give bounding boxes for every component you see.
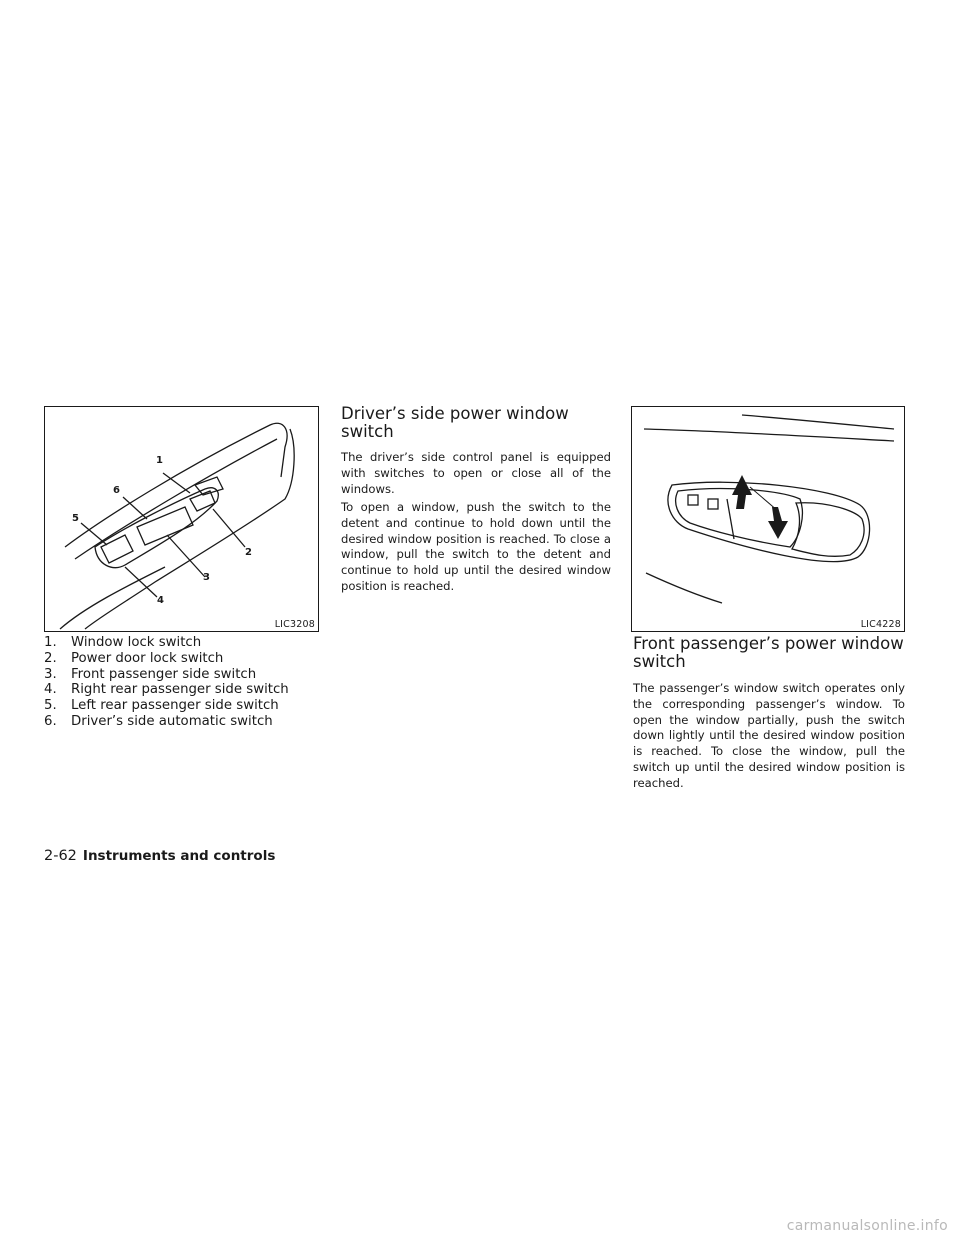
- site-watermark: carmanualsonline.info: [786, 1218, 948, 1234]
- callout-1: 1: [156, 455, 163, 466]
- driver-paragraph-1: The driver’s side control panel is equipped with switches to open or close all of the windows.: [341, 450, 611, 496]
- legend-item: 4. Right rear passenger side switch: [44, 682, 289, 698]
- callout-2: 2: [245, 547, 252, 558]
- front-passenger-section-heading: Front passenger’s power window switch: [633, 634, 904, 671]
- legend-item: 1. Window lock switch: [44, 635, 202, 650]
- driver-switch-panel-illustration: [45, 407, 318, 631]
- callout-4: 4: [157, 595, 164, 606]
- legend-item: 2. Power door lock switch: [44, 650, 224, 666]
- legend-item: 3. Front passenger side switch: [44, 666, 257, 682]
- callout-3: 3: [203, 572, 210, 583]
- driver-section-heading: Driver’s side power window switch: [341, 404, 569, 441]
- figure-code: LIC4228: [860, 619, 901, 630]
- callout-6: 6: [113, 485, 120, 496]
- passenger-switch-illustration: [632, 407, 904, 631]
- section-title: Instruments and controls: [82, 848, 276, 864]
- page-number: 2-62: [44, 848, 77, 864]
- passenger-switch-figure: [631, 406, 905, 632]
- callout-5: 5: [72, 513, 79, 524]
- page-footer: [44, 848, 275, 864]
- figure-code: LIC3208: [274, 619, 315, 630]
- callout-legend: [44, 635, 324, 730]
- driver-paragraph-2: To open a window, push the switch to the detent and continue to hold down until the desired window position is reached. To close a window, pull the switch to the detent and continue to hold up until the desired window position is reached.: [341, 500, 611, 593]
- legend-item: 5. Left rear passenger side switch: [44, 698, 279, 714]
- driver-switch-panel-figure: [44, 406, 319, 632]
- legend-item: 6. Driver’s side automatic switch: [44, 713, 273, 729]
- front-passenger-paragraph: The passenger’s window switch operates only the corresponding passenger’s window. To open the window partially, push the switch down lightly until the desired window position is reached. To close the window, pull the switch up until the desired window position is reached.: [633, 681, 905, 790]
